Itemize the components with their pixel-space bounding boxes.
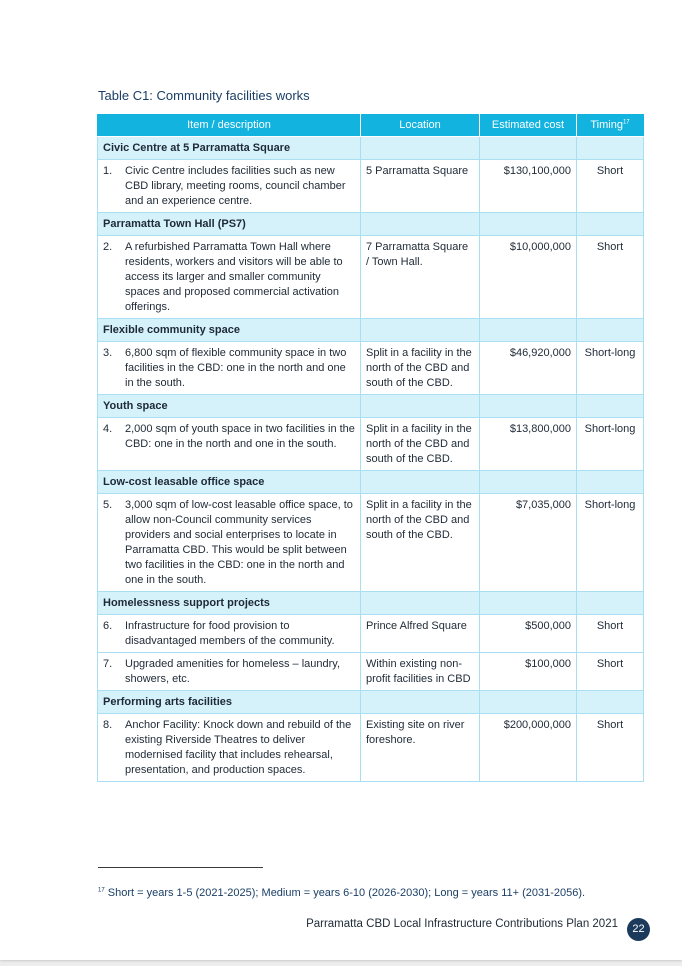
section-empty-cell xyxy=(577,471,644,494)
item-content xyxy=(103,422,355,452)
table-row xyxy=(98,615,644,653)
table-row xyxy=(98,714,644,782)
timing-cell: Short xyxy=(577,615,644,653)
item-number: 5. xyxy=(103,499,113,511)
section-empty-cell xyxy=(577,592,644,615)
section-row xyxy=(98,471,644,494)
item-number: 2. xyxy=(103,241,113,253)
section-row xyxy=(98,395,644,418)
item-number: 7. xyxy=(103,658,113,670)
timing-cell: Short xyxy=(577,653,644,691)
location-cell: 7 Parramatta Square / Town Hall. xyxy=(361,236,480,319)
timing-cell: Short xyxy=(577,714,644,782)
cost-cell: $13,800,000 xyxy=(480,418,577,471)
item-description: Civic Centre includes facilities such as new CBD library, meeting rooms, council chamber and an experience centre. xyxy=(125,165,346,207)
cost-cell: $100,000 xyxy=(480,653,577,691)
timing-cell: Short-long xyxy=(577,342,644,395)
section-row xyxy=(98,213,644,236)
section-row xyxy=(98,319,644,342)
item-number: 1. xyxy=(103,165,113,177)
section-empty-cell xyxy=(361,137,480,160)
header-item: Item / description xyxy=(98,115,361,137)
timing-cell: Short xyxy=(577,160,644,213)
section-title: Parramatta Town Hall (PS7) xyxy=(98,213,361,236)
item-cell xyxy=(98,653,361,691)
section-title: Flexible community space xyxy=(98,319,361,342)
item-cell xyxy=(98,615,361,653)
timing-cell: Short xyxy=(577,236,644,319)
section-row xyxy=(98,137,644,160)
cost-cell: $46,920,000 xyxy=(480,342,577,395)
section-empty-cell xyxy=(480,691,577,714)
item-cell xyxy=(98,160,361,213)
section-empty-cell xyxy=(577,319,644,342)
item-description: Upgraded amenities for homeless – laundry, showers, etc. xyxy=(125,658,341,685)
item-content xyxy=(103,498,355,588)
item-number: 6. xyxy=(103,620,113,632)
section-empty-cell xyxy=(577,213,644,236)
section-empty-cell xyxy=(361,471,480,494)
location-cell: Split in a facility in the north of the CBD and south of the CBD. xyxy=(361,494,480,592)
item-description: 6,800 sqm of flexible community space in two facilities in the CBD: one in the north and one in the south. xyxy=(125,347,347,389)
cost-cell: $7,035,000 xyxy=(480,494,577,592)
section-empty-cell xyxy=(577,137,644,160)
table-row xyxy=(98,494,644,592)
item-content xyxy=(103,164,355,209)
section-empty-cell xyxy=(361,691,480,714)
location-cell: Split in a facility in the north of the CBD and south of the CBD. xyxy=(361,418,480,471)
table-row xyxy=(98,418,644,471)
location-cell: Within existing non-profit facilities in CBD xyxy=(361,653,480,691)
section-empty-cell xyxy=(480,213,577,236)
location-cell: Split in a facility in the north of the CBD and south of the CBD. xyxy=(361,342,480,395)
section-empty-cell xyxy=(361,592,480,615)
item-cell xyxy=(98,494,361,592)
header-cost: Estimated cost xyxy=(480,115,577,137)
item-cell xyxy=(98,714,361,782)
section-title: Homelessness support projects xyxy=(98,592,361,615)
item-content xyxy=(103,657,355,687)
item-description: A refurbished Parramatta Town Hall where residents, workers and visitors will be able to access its larger and smaller community spaces and proposed commercial activation offerings. xyxy=(125,241,343,313)
header-timing: Timing$^{17}$ xyxy=(577,115,644,137)
section-title: Civic Centre at 5 Parramatta Square xyxy=(98,137,361,160)
section-empty-cell xyxy=(480,592,577,615)
section-title: Performing arts facilities xyxy=(98,691,361,714)
item-cell xyxy=(98,418,361,471)
item-content xyxy=(103,718,355,778)
item-description: Anchor Facility: Knock down and rebuild of the existing Riverside Theatres to deliver modernised facility that includes rehearsal, presentation, and production spaces. xyxy=(125,719,352,776)
table-title: Table C1: Community facilities works xyxy=(98,88,310,103)
footnote-divider xyxy=(98,867,263,868)
footnote-marker: 17 xyxy=(98,887,105,894)
footnote-text: Short = years 1-5 (2021-2025); Medium = years 6-10 (2026-2030); Long = years 11+ (2031-2056). xyxy=(107,887,586,899)
item-content xyxy=(103,619,355,649)
cost-cell: $500,000 xyxy=(480,615,577,653)
section-empty-cell xyxy=(480,137,577,160)
footnote xyxy=(98,887,585,899)
timing-cell: Short-long xyxy=(577,494,644,592)
section-empty-cell xyxy=(361,395,480,418)
cost-cell: $200,000,000 xyxy=(480,714,577,782)
item-description: Infrastructure for food provision to disadvantaged members of the community. xyxy=(125,620,335,647)
item-number: 3. xyxy=(103,347,113,359)
item-number: 4. xyxy=(103,423,113,435)
item-cell xyxy=(98,236,361,319)
item-cell xyxy=(98,342,361,395)
section-empty-cell xyxy=(361,213,480,236)
document-footer-title: Parramatta CBD Local Infrastructure Contributions Plan 2021 xyxy=(306,918,618,930)
section-empty-cell xyxy=(480,319,577,342)
table-row xyxy=(98,653,644,691)
location-cell: 5 Parramatta Square xyxy=(361,160,480,213)
item-number: 8. xyxy=(103,719,113,731)
header-location: Location xyxy=(361,115,480,137)
footnote-ref: 17 xyxy=(622,119,630,126)
table-row xyxy=(98,342,644,395)
section-empty-cell xyxy=(577,395,644,418)
location-cell: Prince Alfred Square xyxy=(361,615,480,653)
page-number-badge: 22 xyxy=(627,918,650,941)
section-empty-cell xyxy=(577,691,644,714)
section-title: Youth space xyxy=(98,395,361,418)
table-header-row xyxy=(98,115,644,137)
section-empty-cell xyxy=(480,471,577,494)
item-content xyxy=(103,240,355,315)
section-empty-cell xyxy=(480,395,577,418)
location-cell: Existing site on river foreshore. xyxy=(361,714,480,782)
cost-cell: $10,000,000 xyxy=(480,236,577,319)
community-facilities-table xyxy=(97,114,644,782)
cost-cell: $130,100,000 xyxy=(480,160,577,213)
item-description: 2,000 sqm of youth space in two facilities in the CBD: one in the north and one in the south. xyxy=(125,423,355,450)
item-content xyxy=(103,346,355,391)
item-description: 3,000 sqm of low-cost leasable office space, to allow non-Council community services providers and social enterprises to locate in Parramatta CBD. This would be split between two facilities in the CBD: one in the north and one in the south. xyxy=(125,499,353,586)
section-title: Low-cost leasable office space xyxy=(98,471,361,494)
timing-cell: Short-long xyxy=(577,418,644,471)
table-row xyxy=(98,236,644,319)
section-empty-cell xyxy=(361,319,480,342)
table-row xyxy=(98,160,644,213)
section-row xyxy=(98,691,644,714)
section-row xyxy=(98,592,644,615)
